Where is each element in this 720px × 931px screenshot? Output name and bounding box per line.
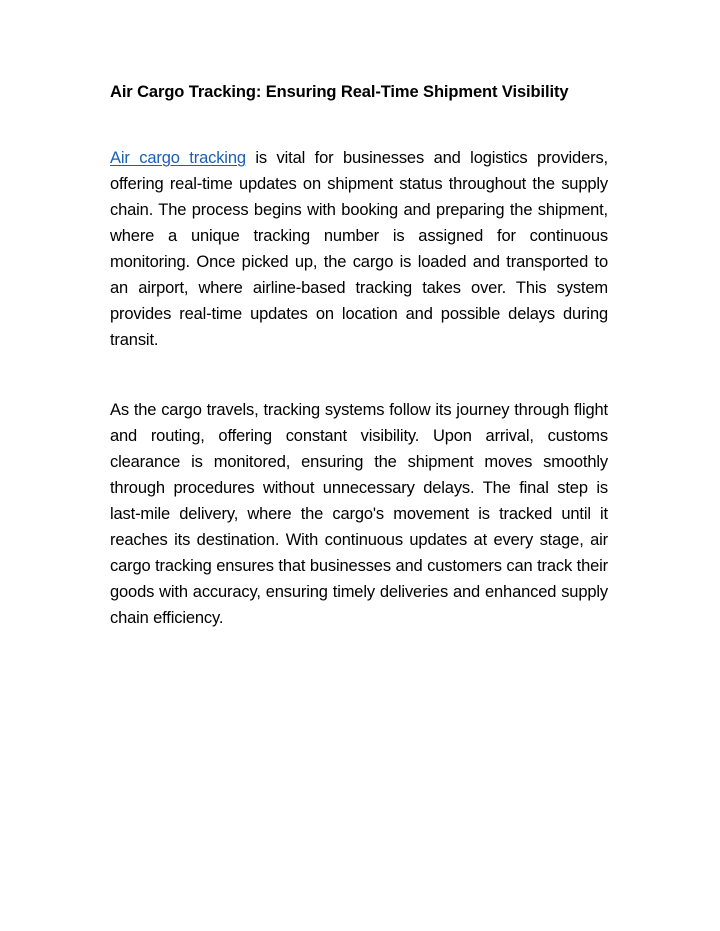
paragraph-intro	[110, 145, 608, 353]
paragraph-intro-text: is vital for businesses and logistics providers, offering real-time updates on shipment status throughout the supply chain. The process begins with booking and preparing the shipment, where a unique tracking number is assigned for continuous monitoring. Once picked up, the cargo is loaded and transported to an airport, where airline-based tracking takes over. This system provides real-time updates on location and possible delays during transit.	[110, 149, 608, 349]
document-body	[110, 80, 608, 631]
paragraph-journey: As the cargo travels, tracking systems follow its journey through flight and routing, offering constant visibility. Upon arrival, customs clearance is monitored, ensuring the shipment moves smoothly through procedures without unnecessary delays. The final step is last-mile delivery, where the cargo's movement is tracked until it reaches its destination. With continuous updates at every stage, air cargo tracking ensures that businesses and customers can track their goods with accuracy, ensuring timely deliveries and enhanced supply chain efficiency.	[110, 401, 608, 627]
air-cargo-tracking-link[interactable]: Air cargo tracking	[110, 149, 246, 167]
document-title: Air Cargo Tracking: Ensuring Real-Time Shipment Visibility	[110, 83, 569, 101]
